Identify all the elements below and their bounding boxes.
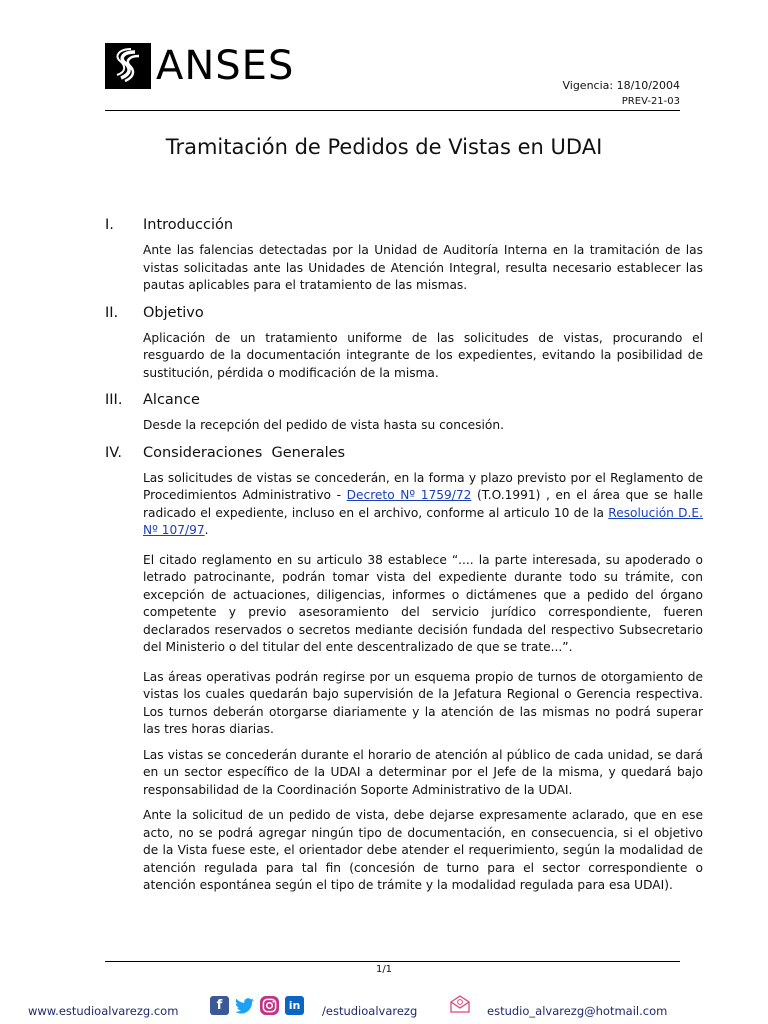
- paragraph: Aplicación de un tratamiento uniforme de las solicitudes de vistas, procurando el resguardo de la documentación integrante de los expedientes, evitando la posibilidad de sustitución, pérdida o modificación de la misma.: [143, 330, 703, 380]
- section-number: IV.: [105, 444, 122, 461]
- vigencia-date: Vigencia: 18/10/2004: [562, 79, 680, 92]
- social-icons: [210, 996, 304, 1015]
- document-body: [105, 217, 703, 895]
- section-heading-objetivo: [105, 305, 703, 321]
- paragraph: Ante las falencias detectadas por la Unidad de Auditoría Interna en la tramitación de las vistas solicitadas ante las Unidades de Atención Integral, resulta necesario establecer las pautas aplicables para el tratamiento de las mismas.: [143, 243, 703, 292]
- document-code: PREV-21-03: [621, 96, 680, 107]
- email-icon: [449, 994, 471, 1014]
- twitter-icon[interactable]: [235, 996, 254, 1015]
- document-title: Tramitación de Pedidos de Vistas en UDAI: [165, 135, 603, 159]
- section-number: III.: [105, 392, 123, 408]
- section-title: Alcance: [143, 392, 200, 408]
- website-link[interactable]: www.estudioalvarezg.com: [28, 1004, 179, 1018]
- paragraph-with-links: [143, 470, 703, 540]
- linkedin-icon[interactable]: in: [285, 996, 304, 1015]
- paragraph: Las vistas se concederán durante el horario de atención al público de cada unidad, se dará en un sector específico de la UDAI a determinar por el Jefe de la misma, y quedará bajo responsabilidad de la Coordinación Soporte Administrativo de la UDAI.: [143, 747, 703, 797]
- logo-text: ANSES: [156, 43, 295, 89]
- paragraph: Desde la recepción del pedido de vista hasta su concesión.: [143, 418, 504, 432]
- paragraph: El citado reglamento en su articulo 38 establece “.... la parte interesada, su apoderado o letrado patrocinante, podrán tomar vista del expediente durante todo su trámite, con excepción de actuaciones, diligencias, informes o dictámenes que a pedido del órgano competente y previo asesoramiento del servicio jurídico correspondiente, fueren declarados reservados o secretos mediante decisión fundada del respectivo Subsecretario del Ministerio o del titular del ente descentralizado de que se trate...”.: [143, 552, 703, 654]
- footer-divider: [105, 961, 680, 962]
- anses-logo: [105, 43, 294, 89]
- section-title: Consideraciones Generales: [143, 444, 346, 461]
- section-title: Introducción: [143, 217, 234, 233]
- page-number: 1/1: [375, 964, 393, 975]
- resolucion-link[interactable]: Resolución D.E. Nº 107/97: [143, 505, 703, 537]
- section-heading-alcance: [105, 392, 703, 408]
- section-title: Objetivo: [143, 304, 204, 321]
- anses-logo-mark-icon: [105, 43, 151, 89]
- section-heading-introduccion: [105, 217, 703, 233]
- instagram-icon[interactable]: [260, 996, 279, 1015]
- paragraph-text: (T.O.1991) , en el área que se halle radicado el expediente, incluso en el archivo, conforme al articulo 10 de la: [143, 488, 703, 520]
- section-number: II.: [105, 304, 119, 321]
- section-heading-consideraciones: [105, 445, 703, 461]
- paragraph: Ante la solicitud de un pedido de vista, debe dejarse expresamente aclarado, que en ese acto, no se podrá agregar ningún tipo de documentación, en consecuencia, si el objetivo de la Vista fuese este, el orientador debe atender el requerimiento, según la modalidad de atención regulada para tal fin (concesión de turno para el sector correspondiente o atención espontánea según el tipo de trámite y la modalidad regulada para esa UDAI).: [143, 808, 703, 892]
- decreto-link[interactable]: Decreto Nº 1759/72: [346, 488, 472, 502]
- paragraph-text: Las solicitudes de vistas se concederán, en la forma y plazo previsto por el Reglamento de Procedimientos Administrativo -: [143, 470, 703, 502]
- section-number: I.: [105, 217, 114, 233]
- paragraph-text: .: [204, 523, 209, 537]
- header-divider: [105, 110, 680, 111]
- social-handle[interactable]: /estudioalvarezg: [322, 1004, 418, 1018]
- facebook-icon[interactable]: f: [210, 996, 229, 1015]
- paragraph: Las áreas operativas podrán regirse por un esquema propio de turnos de otorgamiento de vistas los cuales quedarán bajo supervisión de la Jefatura Regional o Gerencia respectiva. Los turnos deberán otorgarse diariamente y la atención de las mismas no podrá superar las tres horas diarias.: [143, 669, 703, 736]
- email-address[interactable]: estudio_alvarezg@hotmail.com: [487, 1004, 668, 1018]
